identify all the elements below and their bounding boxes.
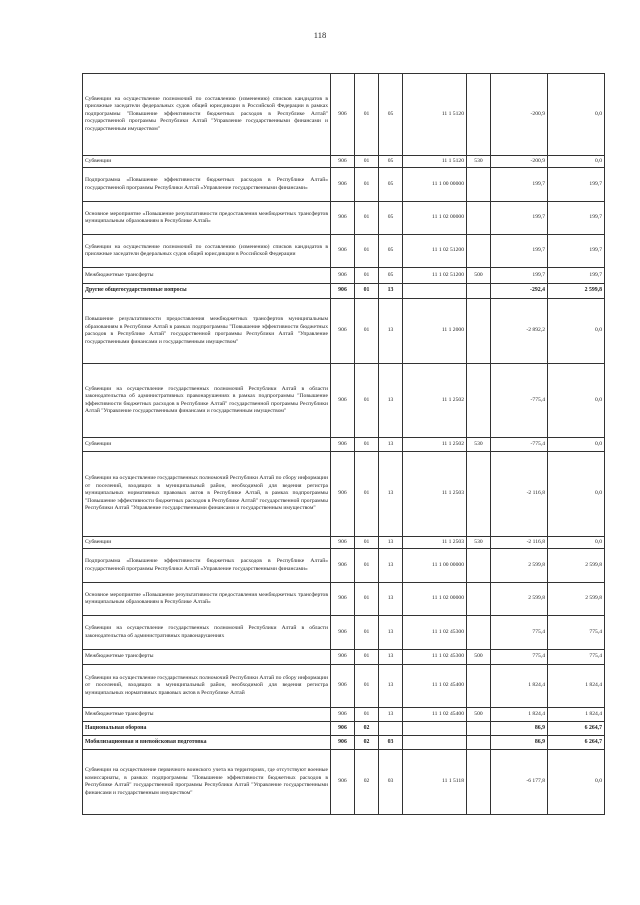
target-article-cell: 11 1 5118 <box>403 750 467 815</box>
table-row <box>83 616 605 650</box>
subsection-code-cell: 05 <box>379 74 403 156</box>
row-name-cell: Межбюджетные трансферты <box>83 268 331 284</box>
row-name-cell: Субвенции на осуществление государственных полномочий Республики Алтай в области законодательства об административных правонарушениях <box>83 616 331 650</box>
expense-type-cell <box>467 665 491 708</box>
admin-code-cell: 906 <box>331 168 355 202</box>
expense-type-cell <box>467 364 491 438</box>
page-number: 118 <box>313 30 327 40</box>
target-article-cell <box>403 284 467 299</box>
subsection-code-cell: 05 <box>379 156 403 168</box>
section-code-cell: 01 <box>355 156 379 168</box>
amount-total-cell: 0,0 <box>548 156 605 168</box>
section-code-cell: 01 <box>355 74 379 156</box>
amount-total-cell: 6 264,7 <box>548 736 605 750</box>
target-article-cell: 11 1 2503 <box>403 452 467 537</box>
section-code-cell: 01 <box>355 235 379 268</box>
expense-type-cell: 530 <box>467 438 491 452</box>
table-row <box>83 722 605 736</box>
subsection-code-cell: 13 <box>379 583 403 616</box>
row-name-cell: Субвенции на осуществление государственных полномочий Республики Алтай по сбору информации от поселений, входящих в муниципальный район, необходимой для ведения регистра муниципальных нормативных правовых актов в Республике Алтай, в рамках подпрограммы "Повышение эффективности бюджетных расходов в Республике Алтай" государственной программы Республики Алтай "Управление государственными финансами и государственным имуществом" <box>83 452 331 537</box>
subsection-code-cell: 13 <box>379 708 403 722</box>
target-article-cell <box>403 736 467 750</box>
section-code-cell: 02 <box>355 750 379 815</box>
amount-change-cell: 199,7 <box>491 168 548 202</box>
amount-change-cell: 775,4 <box>491 650 548 665</box>
amount-total-cell: 0,0 <box>548 750 605 815</box>
amount-change-cell: 2 599,8 <box>491 549 548 583</box>
subsection-code-cell: 13 <box>379 364 403 438</box>
target-article-cell: 11 1 2503 <box>403 537 467 549</box>
expense-type-cell: 530 <box>467 156 491 168</box>
section-code-cell: 01 <box>355 268 379 284</box>
subsection-code-cell: 13 <box>379 438 403 452</box>
section-code-cell: 01 <box>355 202 379 235</box>
table-row <box>83 268 605 284</box>
table-row <box>83 583 605 616</box>
amount-change-cell: 1 824,4 <box>491 665 548 708</box>
expense-type-cell: 530 <box>467 537 491 549</box>
row-name-cell: Субвенции на осуществление государственных полномочий Республики Алтай по сбору информации от поселений, входящих в муниципальный район, необходимой для ведения регистра муниципальных нормативных правовых актов в Республике Алтай <box>83 665 331 708</box>
amount-change-cell: 86,9 <box>491 736 548 750</box>
table-row <box>83 235 605 268</box>
subsection-code-cell: 13 <box>379 665 403 708</box>
amount-total-cell: 2 599,8 <box>548 284 605 299</box>
admin-code-cell: 906 <box>331 235 355 268</box>
table-row <box>83 438 605 452</box>
amount-change-cell: 199,7 <box>491 202 548 235</box>
amount-total-cell: 199,7 <box>548 235 605 268</box>
row-name-cell: Субвенции на осуществление полномочий по составлению (изменению) списков кандидатов в присяжные заседатели федеральных судов общей юрисдикции в Российской Федерации <box>83 235 331 268</box>
target-article-cell: 11 1 02 00000 <box>403 202 467 235</box>
row-name-cell: Межбюджетные трансферты <box>83 708 331 722</box>
target-article-cell: 11 1 2000 <box>403 299 467 364</box>
amount-change-cell: 1 824,4 <box>491 708 548 722</box>
admin-code-cell: 906 <box>331 549 355 583</box>
admin-code-cell: 906 <box>331 202 355 235</box>
row-name-cell: Субвенции на осуществление первичного воинского учета на территориях, где отсутствуют военные комиссариаты, в рамках подпрограммы "Повышение эффективности бюджетных расходов в Республике Алтай" государственной программы Республики Алтай "Управление государственными финансами и государственным имуществом" <box>83 750 331 815</box>
expense-type-cell <box>467 616 491 650</box>
row-name-cell: Межбюджетные трансферты <box>83 650 331 665</box>
expense-type-cell <box>467 168 491 202</box>
subsection-code-cell: 05 <box>379 235 403 268</box>
admin-code-cell: 906 <box>331 438 355 452</box>
target-article-cell: 11 1 02 51200 <box>403 268 467 284</box>
expense-type-cell: 500 <box>467 708 491 722</box>
target-article-cell: 11 1 2502 <box>403 364 467 438</box>
section-code-cell: 01 <box>355 168 379 202</box>
row-name-cell: Основное мероприятие «Повышение результативности предоставления межбюджетных трансфертов муниципальным образованиям в Республике Алтай» <box>83 583 331 616</box>
subsection-code-cell: 13 <box>379 549 403 583</box>
expense-type-cell <box>467 736 491 750</box>
target-article-cell <box>403 722 467 736</box>
target-article-cell: 11 1 02 45400 <box>403 708 467 722</box>
row-name-cell: Другие общегосударственные вопросы <box>83 284 331 299</box>
admin-code-cell: 906 <box>331 650 355 665</box>
admin-code-cell: 906 <box>331 722 355 736</box>
section-code-cell: 01 <box>355 549 379 583</box>
amount-change-cell: -2 116,8 <box>491 452 548 537</box>
target-article-cell: 11 1 2502 <box>403 438 467 452</box>
admin-code-cell: 906 <box>331 364 355 438</box>
amount-change-cell: -6 177,8 <box>491 750 548 815</box>
admin-code-cell: 906 <box>331 537 355 549</box>
section-code-cell: 01 <box>355 665 379 708</box>
target-article-cell: 11 1 02 45300 <box>403 616 467 650</box>
amount-change-cell: 199,7 <box>491 268 548 284</box>
row-name-cell: Национальная оборона <box>83 722 331 736</box>
amount-total-cell: 0,0 <box>548 438 605 452</box>
table-row <box>83 452 605 537</box>
amount-total-cell: 199,7 <box>548 268 605 284</box>
amount-total-cell: 1 824,4 <box>548 665 605 708</box>
row-name-cell: Мобилизационная и вневойсковая подготовка <box>83 736 331 750</box>
table-row <box>83 665 605 708</box>
subsection-code-cell: 13 <box>379 650 403 665</box>
expense-type-cell <box>467 299 491 364</box>
row-name-cell: Повышение результативности предоставления межбюджетных трансфертов муниципальным образованиям в Республике Алтай в рамках подпрограммы "Повышение эффективности бюджетных расходов в Республике Алтай" государственной программы Республики Алтай "Управление государственными финансами и государственным имуществом" <box>83 299 331 364</box>
amount-change-cell: -2 892,2 <box>491 299 548 364</box>
admin-code-cell: 906 <box>331 452 355 537</box>
subsection-code-cell: 13 <box>379 299 403 364</box>
admin-code-cell: 906 <box>331 268 355 284</box>
section-code-cell: 01 <box>355 364 379 438</box>
amount-total-cell: 775,4 <box>548 650 605 665</box>
table-row <box>83 156 605 168</box>
table-row <box>83 650 605 665</box>
amount-total-cell: 0,0 <box>548 537 605 549</box>
amount-change-cell: 199,7 <box>491 235 548 268</box>
section-code-cell: 02 <box>355 736 379 750</box>
target-article-cell: 11 1 5120 <box>403 156 467 168</box>
expense-type-cell <box>467 583 491 616</box>
subsection-code-cell: 03 <box>379 750 403 815</box>
expense-type-cell <box>467 74 491 156</box>
expense-type-cell: 500 <box>467 268 491 284</box>
row-name-cell: Основное мероприятие «Повышение результативности предоставления межбюджетных трансфертов муниципальным образованиям в Республике Алтай» <box>83 202 331 235</box>
amount-change-cell: -775,4 <box>491 364 548 438</box>
table-row <box>83 364 605 438</box>
amount-change-cell: -200,9 <box>491 74 548 156</box>
amount-total-cell: 199,7 <box>548 168 605 202</box>
amount-total-cell: 0,0 <box>548 299 605 364</box>
table-body <box>83 74 605 815</box>
table-row <box>83 284 605 299</box>
row-name-cell: Подпрограмма «Повышение эффективности бюджетных расходов в Республике Алтай» государственной программы Республики Алтай «Управление государственными финансами» <box>83 168 331 202</box>
amount-change-cell: 86,9 <box>491 722 548 736</box>
admin-code-cell: 906 <box>331 616 355 650</box>
admin-code-cell: 906 <box>331 299 355 364</box>
subsection-code-cell: 13 <box>379 284 403 299</box>
subsection-code-cell: 13 <box>379 537 403 549</box>
amount-change-cell: -775,4 <box>491 438 548 452</box>
table-row <box>83 750 605 815</box>
table-row <box>83 708 605 722</box>
section-code-cell: 01 <box>355 537 379 549</box>
target-article-cell: 11 1 02 45400 <box>403 665 467 708</box>
expense-type-cell <box>467 549 491 583</box>
row-name-cell: Подпрограмма «Повышение эффективности бюджетных расходов в Республике Алтай» государственной программы Республики Алтай «Управление государственными финансами» <box>83 549 331 583</box>
budget-table <box>82 73 605 815</box>
subsection-code-cell: 13 <box>379 452 403 537</box>
amount-total-cell: 1 824,4 <box>548 708 605 722</box>
expense-type-cell: 500 <box>467 650 491 665</box>
expense-type-cell <box>467 202 491 235</box>
amount-total-cell: 2 599,8 <box>548 549 605 583</box>
amount-change-cell: -200,9 <box>491 156 548 168</box>
expense-type-cell <box>467 750 491 815</box>
section-code-cell: 01 <box>355 284 379 299</box>
table-row <box>83 299 605 364</box>
row-name-cell: Субвенции на осуществление полномочий по составлению (изменению) списков кандидатов в присяжные заседатели федеральных судов общей юрисдикции в Российской Федерации в рамках подпрограммы "Повышение эффективности бюджетных расходов в Республике Алтай" государственной программы Республики Алтай "Управление государственными финансами и государственным имуществом" <box>83 74 331 156</box>
admin-code-cell: 906 <box>331 750 355 815</box>
amount-total-cell: 2 599,8 <box>548 583 605 616</box>
table-row <box>83 168 605 202</box>
subsection-code-cell: 13 <box>379 616 403 650</box>
target-article-cell: 11 1 02 45300 <box>403 650 467 665</box>
row-name-cell: Субвенции <box>83 537 331 549</box>
target-article-cell: 11 1 5120 <box>403 74 467 156</box>
section-code-cell: 02 <box>355 722 379 736</box>
expense-type-cell <box>467 284 491 299</box>
section-code-cell: 01 <box>355 583 379 616</box>
amount-change-cell: -2 116,8 <box>491 537 548 549</box>
section-code-cell: 01 <box>355 650 379 665</box>
section-code-cell: 01 <box>355 438 379 452</box>
subsection-code-cell <box>379 722 403 736</box>
table-row <box>83 537 605 549</box>
subsection-code-cell: 05 <box>379 168 403 202</box>
amount-total-cell: 199,7 <box>548 202 605 235</box>
amount-total-cell: 775,4 <box>548 616 605 650</box>
admin-code-cell: 906 <box>331 156 355 168</box>
amount-total-cell: 0,0 <box>548 74 605 156</box>
amount-change-cell: 775,4 <box>491 616 548 650</box>
target-article-cell: 11 1 02 51200 <box>403 235 467 268</box>
amount-change-cell: -292,4 <box>491 284 548 299</box>
admin-code-cell: 906 <box>331 665 355 708</box>
table-row <box>83 202 605 235</box>
admin-code-cell: 906 <box>331 74 355 156</box>
row-name-cell: Субвенции <box>83 438 331 452</box>
subsection-code-cell: 05 <box>379 202 403 235</box>
amount-total-cell: 0,0 <box>548 364 605 438</box>
amount-change-cell: 2 599,8 <box>491 583 548 616</box>
admin-code-cell: 906 <box>331 583 355 616</box>
target-article-cell: 11 1 02 00000 <box>403 583 467 616</box>
amount-total-cell: 6 264,7 <box>548 722 605 736</box>
admin-code-cell: 906 <box>331 708 355 722</box>
table-row <box>83 549 605 583</box>
admin-code-cell: 906 <box>331 736 355 750</box>
expense-type-cell <box>467 452 491 537</box>
row-name-cell: Субвенции <box>83 156 331 168</box>
expense-type-cell <box>467 235 491 268</box>
table-row <box>83 74 605 156</box>
table-row <box>83 736 605 750</box>
amount-total-cell: 0,0 <box>548 452 605 537</box>
subsection-code-cell: 05 <box>379 268 403 284</box>
section-code-cell: 01 <box>355 616 379 650</box>
section-code-cell: 01 <box>355 299 379 364</box>
expense-type-cell <box>467 722 491 736</box>
section-code-cell: 01 <box>355 708 379 722</box>
admin-code-cell: 906 <box>331 284 355 299</box>
section-code-cell: 01 <box>355 452 379 537</box>
target-article-cell: 11 1 00 00000 <box>403 168 467 202</box>
row-name-cell: Субвенции на осуществление государственных полномочий Республики Алтай в области законодательства об административных правонарушениях в рамках подпрограммы "Повышение эффективности бюджетных расходов в Республике Алтай" государственной программы Республики Алтай "Управление государственными финансами и государственным имуществом" <box>83 364 331 438</box>
target-article-cell: 11 1 00 00000 <box>403 549 467 583</box>
subsection-code-cell: 03 <box>379 736 403 750</box>
